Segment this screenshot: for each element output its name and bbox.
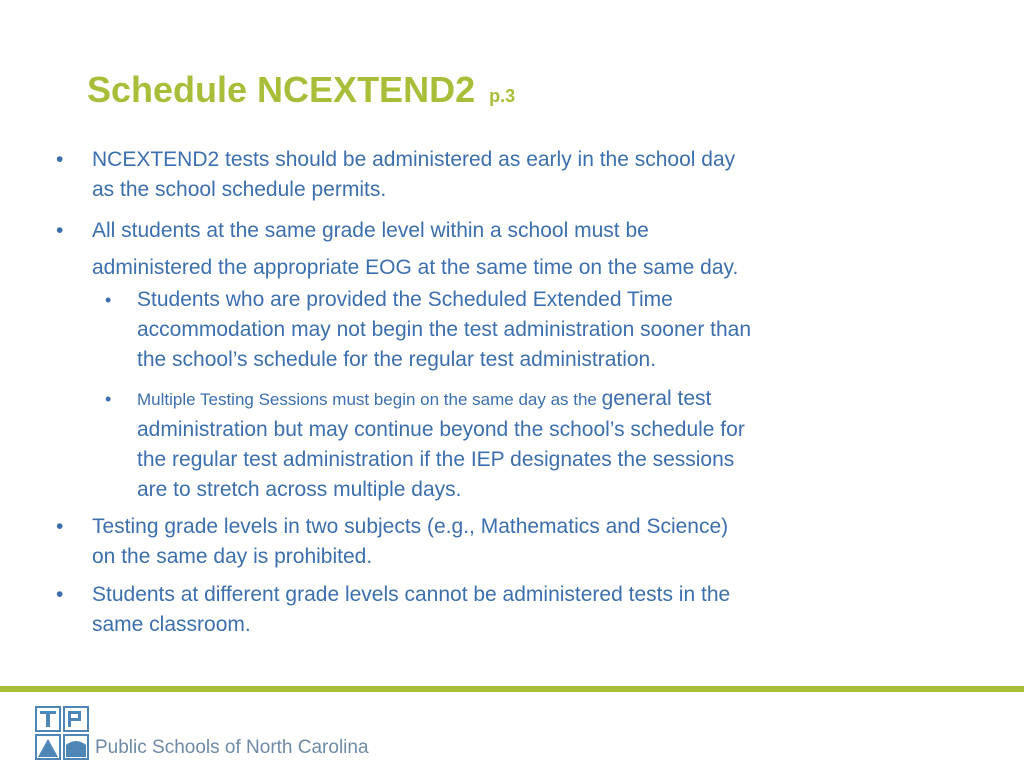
sub-bullet-text: the school’s schedule for the regular test administration. — [137, 348, 657, 371]
bullet-marker: • — [105, 389, 112, 409]
bullet-text: on the same day is prohibited. — [92, 545, 373, 568]
bullet-text: same classroom. — [92, 613, 251, 636]
sub-bullet-text: Multiple Testing Sessions must begin on the same day as the — [137, 390, 602, 409]
bullet-text: Students at different grade levels cannot be administered tests in the — [92, 583, 731, 606]
bullet-item — [56, 145, 912, 205]
bullet-item — [56, 580, 912, 640]
sub-bullet-text: accommodation may not begin the test administration sooner than — [137, 318, 752, 341]
organization-name: Public Schools of North Carolina — [95, 737, 369, 758]
bullet-marker: • — [56, 219, 64, 242]
footer-divider — [0, 686, 1024, 692]
bullet-text: as the school schedule permits. — [92, 178, 387, 201]
sub-bullet-text: are to stretch across multiple days. — [137, 478, 462, 501]
bullet-item — [56, 212, 912, 286]
dpi-logo-icon — [34, 705, 90, 761]
sub-bullet-item — [105, 285, 917, 375]
title-page-ref: p.3 — [489, 86, 516, 106]
sub-bullet-item — [105, 384, 917, 505]
sub-bullet-text: administration but may continue beyond the school’s schedule for — [137, 418, 745, 441]
bullet-text: All students at the same grade level within a school must be — [92, 219, 649, 242]
bullet-item — [56, 512, 912, 572]
sub-bullet-text: general test — [601, 387, 712, 410]
title-text: Schedule NCEXTEND2 — [87, 69, 476, 110]
bullet-marker: • — [56, 515, 64, 538]
bullet-text: Testing grade levels in two subjects (e.g., Mathematics and Science) — [92, 515, 729, 538]
bullet-marker: • — [105, 290, 112, 310]
bullet-marker: • — [56, 583, 64, 606]
sub-bullet-text: the regular test administration if the IEP designates the sessions — [137, 448, 735, 471]
bullet-text: NCEXTEND2 tests should be administered as early in the school day — [92, 148, 736, 171]
bullet-text: administered the appropriate EOG at the same time on the same day. — [92, 256, 739, 279]
sub-bullet-text: Students who are provided the Scheduled Extended Time — [137, 288, 673, 311]
bullet-marker: • — [56, 148, 64, 171]
